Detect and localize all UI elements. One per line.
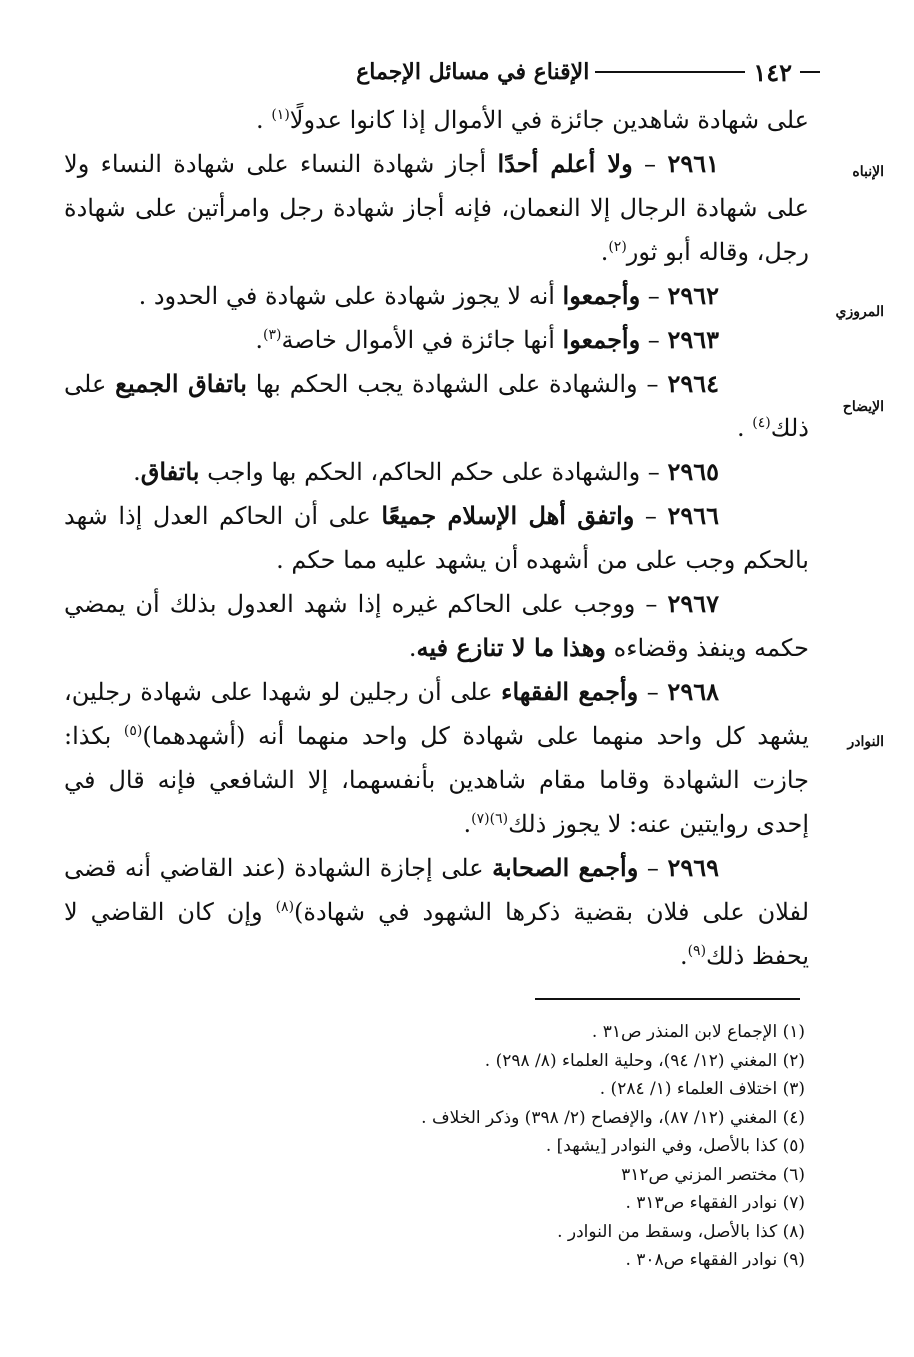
header-rule-middle <box>595 71 745 73</box>
paragraph-tail: . <box>408 634 417 662</box>
paragraph-2966: ٢٩٦٦ – واتفق أهل الإسلام جميعًا على أن الحاكم العدل إذا شهد بالحكم وجب على من أشهده أن يشهد عليه مما حكم . <box>64 501 809 574</box>
footnote-9: (٩) نوادر الفقهاء ص٣٠٨ . <box>625 1250 805 1270</box>
footnote-7: (٧) نوادر الفقهاء ص٣١٣ . <box>625 1193 805 1213</box>
paragraph-number: ٢٩٦٣ <box>667 325 719 354</box>
footnote-4: (٤) المغني (١٢/ ٨٧)، والإفصاح (٢/ ٣٩٨) وذكر الخلاف . <box>421 1107 805 1128</box>
margin-note-nawadir: النوادر <box>847 734 884 750</box>
paragraph-tail: . <box>679 942 688 970</box>
footnote-ref: (٩) <box>687 943 707 959</box>
paragraph-lead: وأجمع الفقهاء <box>501 677 639 706</box>
paragraph-text: بكذا: جازت الشهادة وقاما مقام شاهدين بأنفسهما، إلا الشافعي فإنه قال في إحدى روايتين عنه: لا يجوز ذلك <box>64 722 809 838</box>
paragraph-number: ٢٩٦١ <box>667 149 719 178</box>
paragraph-number: ٢٩٦٧ <box>667 589 719 618</box>
paragraph-text: أنه لا يجوز شهادة على شهادة في الحدود . <box>138 282 563 310</box>
paragraph-lead: ولا أعلم أحدًا <box>497 149 633 178</box>
footnote-1: (١) الإجماع لابن المنذر ص٣١ . <box>591 1022 805 1042</box>
paragraph-2969: ٢٩٦٩ – وأجمع الصحابة على إجازة الشهادة (عند القاضي أنه قضى لفلان على فلان بقضية ذكرها الشهود في شهادة)$^{(٨)}$ وإن كان القاضي لا يحفظ ذلك$^{(٩)}$. <box>64 853 810 970</box>
paragraph-lead: وأجمعوا <box>562 325 641 354</box>
footnote-ref: (٥) <box>123 723 143 739</box>
paragraph-text: ووجب على الحاكم غيره إذا شهد العدول بذلك أن يمضي حكمه وينفذ وقضاءه <box>64 590 809 662</box>
paragraph-text: على شهادة شاهدين جائزة في الأموال إذا كانوا عدولًا <box>289 106 809 134</box>
footnote-5: (٥) كذا بالأصل، وفي النوادر [يشهد] . <box>545 1136 805 1156</box>
footnote-ref: (٢) <box>608 239 627 255</box>
paragraph-text: على إجازة الشهادة (عند القاضي أنه قضى لفلان على فلان بقضية ذكرها الشهود في شهادة) <box>64 854 810 926</box>
paragraph-lead: وأجمع الصحابة <box>492 853 639 882</box>
paragraph-continuation <box>64 98 809 142</box>
paragraph-text: على أن الحاكم العدل إذا شهد بالحكم وجب على من أشهده أن يشهد عليه مما حكم . <box>64 502 809 574</box>
main-text <box>64 98 809 978</box>
footnote-8: (٨) كذا بالأصل، وسقط من النوادر . <box>557 1221 805 1242</box>
page-number: ١٤٢ <box>753 57 792 87</box>
paragraph-number: ٢٩٦٤ <box>667 369 719 398</box>
footnote-6: (٦) مختصر المزني ص٣١٢ <box>621 1164 805 1185</box>
paragraph-text: على أن رجلين لو شهدا على شهادة رجلين، يشهد كل واحد منهما على شهادة كل واحد منهما أنه (أشهدهما) <box>64 678 809 750</box>
paragraph-number: ٢٩٦٢ <box>667 281 719 310</box>
paragraph-tail: . <box>133 458 141 486</box>
paragraph-text: أنها جائزة في الأموال خاصة <box>281 326 563 354</box>
paragraph-number: ٢٩٦٥ <box>667 457 719 486</box>
footnote-3: (٣) اختلاف العلماء (١/ ٢٨٤) . <box>599 1079 805 1099</box>
paragraph-number: ٢٩٦٦ <box>667 501 719 530</box>
paragraph-bold: باتفاق <box>140 457 200 486</box>
paragraph-text: أجاز شهادة النساء على شهادة النساء ولا على شهادة الرجال إلا النعمان، فإنه أجاز شهادة رجل وامرأتين على شهادة رجل، وقاله أبو ثور <box>64 150 809 266</box>
paragraph-2962: ٢٩٦٢ – وأجمعوا أنه لا يجوز شهادة على شهادة في الحدود . <box>138 281 719 310</box>
footnote-ref: (٤) <box>752 415 771 431</box>
paragraph-text: وإن كان القاضي لا يحفظ ذلك <box>64 898 809 970</box>
header-rule-right <box>800 71 820 73</box>
paragraph-text: على ذلك <box>64 370 809 442</box>
paragraph-2965: ٢٩٦٥ – والشهادة على حكم الحاكم، الحكم بها واجب باتفاق. <box>133 457 719 486</box>
paragraph-lead: وأجمعوا <box>562 281 641 310</box>
paragraph-tail: . <box>737 414 753 442</box>
paragraph-2961: ٢٩٦١ – ولا أعلم أحدًا أجاز شهادة النساء على شهادة النساء ولا على شهادة الرجال إلا النعمان، فإنه أجاز شهادة رجل وامرأتين على شهادة رجل، وقاله أبو ثور$^{(٢)}$. <box>64 149 809 266</box>
paragraph-bold: باتفاق الجميع <box>115 369 247 398</box>
page-header <box>60 52 820 92</box>
footnote-ref: (٣) <box>262 327 282 343</box>
footnote-separator <box>535 998 800 1000</box>
paragraph-2964: ٢٩٦٤ – والشهادة على الشهادة يجب الحكم بها باتفاق الجميع على ذلك$^{(٤)}$ . <box>64 369 809 442</box>
margin-note-idah: الإيضاح <box>842 399 884 415</box>
paragraph-tail: . <box>463 810 472 838</box>
paragraph-tail: . <box>256 106 272 134</box>
paragraph-tail: . <box>600 238 609 266</box>
paragraph-2967: ٢٩٦٧ – ووجب على الحاكم غيره إذا شهد العدول بذلك أن يمضي حكمه وينفذ وقضاءه وهذا ما لا تنازع فيه. <box>64 589 809 662</box>
paragraph-text: والشهادة على حكم الحاكم، الحكم بها واجب <box>199 458 648 486</box>
paragraph-tail: . <box>255 326 263 354</box>
margin-note-inbah: الإنباه <box>852 164 884 180</box>
book-title: الإقناع في مسائل الإجماع <box>356 59 590 85</box>
footnotes <box>200 1018 805 1275</box>
footnote-ref: (١) <box>271 107 290 123</box>
footnote-ref: (٨) <box>275 899 295 915</box>
paragraph-2968: ٢٩٦٨ – وأجمع الفقهاء على أن رجلين لو شهدا على شهادة رجلين، يشهد كل واحد منهما على شهادة كل واحد منهما أنه (أشهدهما)$^{(٥)}$ بكذا: جازت الشهادة وقاما مقام شاهدين بأنفسهما، إلا الشافعي فإنه قال في إحدى روايتين عنه: لا يجوز ذلك$^{(٦)(٧)}$. <box>64 677 809 838</box>
margin-note-marwazi: المروزي <box>835 304 884 320</box>
paragraph-number: ٢٩٦٨ <box>667 677 719 706</box>
footnote-2: (٢) المغني (١٢/ ٩٤)، وحلية العلماء (٨/ ٢٩٨) . <box>484 1050 805 1071</box>
paragraph-lead: واتفق أهل الإسلام جميعًا <box>381 501 635 530</box>
footnote-ref: (٦)(٧) <box>471 811 509 827</box>
paragraph-2963: ٢٩٦٣ – وأجمعوا أنها جائزة في الأموال خاصة$^{(٣)}$. <box>255 325 719 354</box>
paragraph-text: والشهادة على الشهادة يجب الحكم بها <box>246 370 647 398</box>
paragraph-bold: وهذا ما لا تنازع فيه <box>416 633 606 662</box>
paragraph-number: ٢٩٦٩ <box>667 853 719 882</box>
